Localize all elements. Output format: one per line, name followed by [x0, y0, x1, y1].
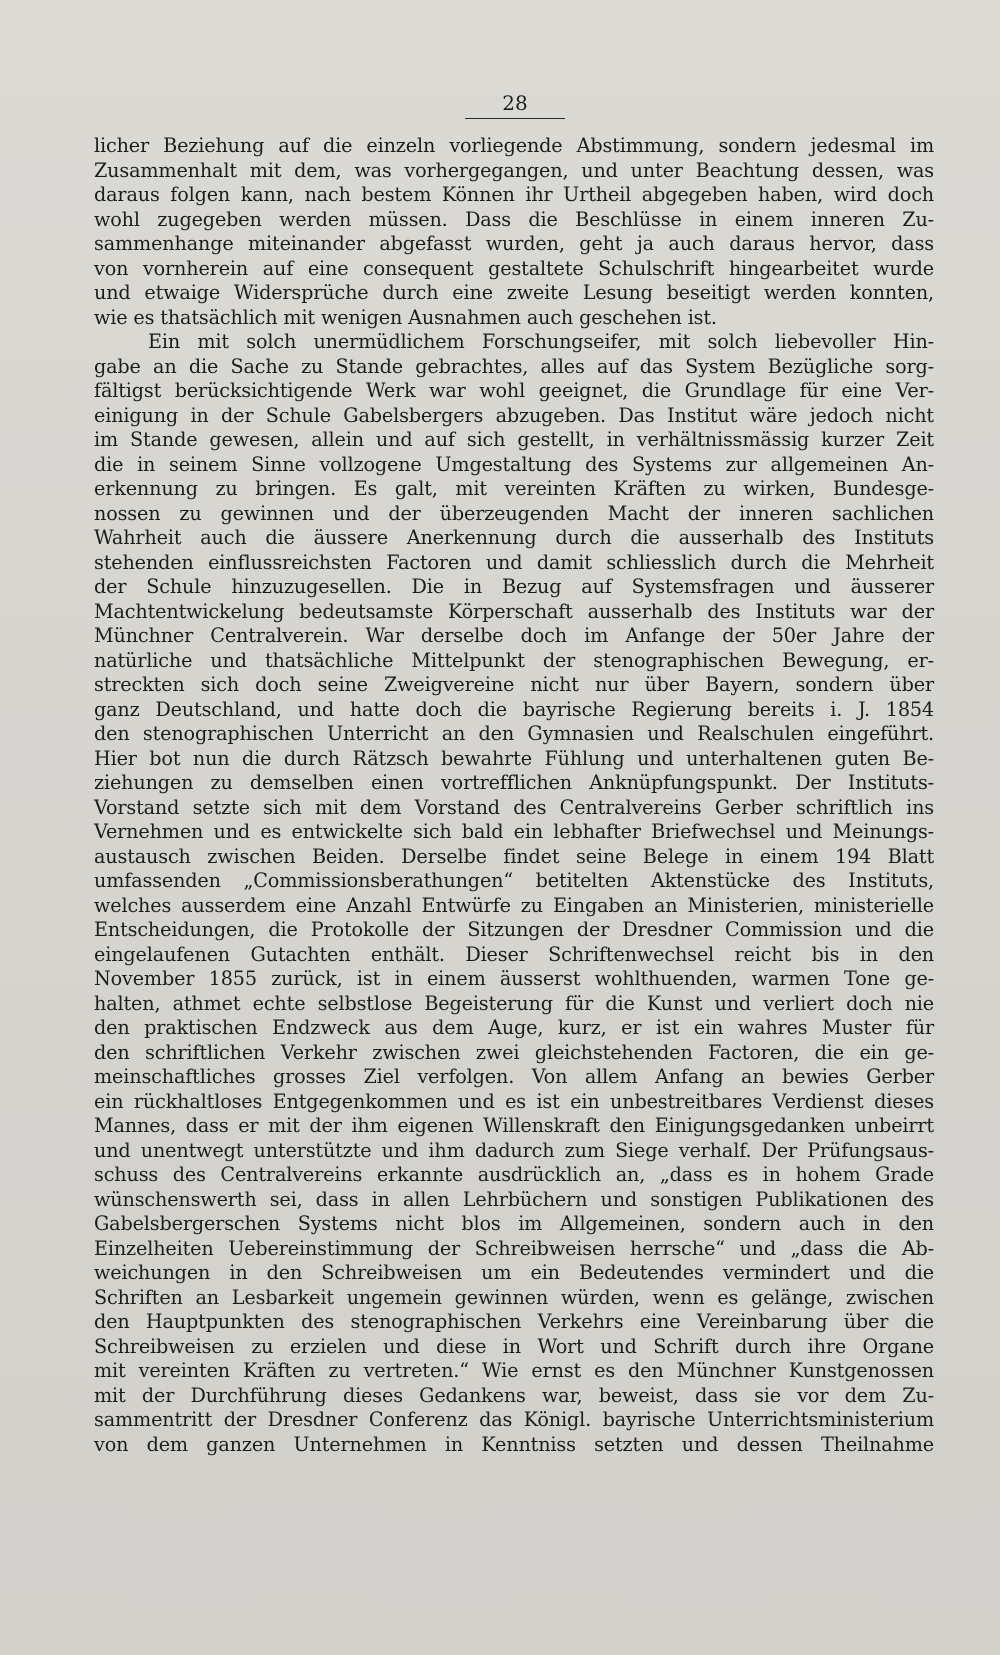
text-line: Machtentwickelung bedeutsamste Körperschaft ausserhalb des Instituts war der	[94, 599, 934, 623]
text-line: austausch zwischen Beiden. Derselbe findet seine Belege in einem 194 Blatt	[94, 844, 934, 868]
text-line: meinschaftliches grosses Ziel verfolgen. Von allem Anfang an bewies Gerber	[94, 1065, 934, 1088]
text-line: wohl zugegeben werden müssen. Dass die Beschlüsse in einem inneren Zu-	[94, 207, 934, 231]
text-line: einigung in der Schule Gabelsbergers abzugeben. Das Institut wäre jedoch nicht	[94, 403, 934, 427]
text-line: Gabelsbergerschen Systems nicht blos im Allgemeinen, sondern auch in den	[94, 1212, 934, 1235]
text-line: natürliche und thatsächliche Mittelpunkt der stenographischen Bewegung, er-	[94, 648, 934, 672]
text-line: Ein mit solch unermüdlichem Forschungseifer, mit solch liebevoller Hin-	[148, 330, 934, 353]
text-line: Entscheidungen, die Protokolle der Sitzungen der Dresdner Commission und die	[94, 918, 934, 941]
paragraph-1	[94, 134, 934, 330]
text-line: stehenden einflussreichsten Factoren und damit schliesslich durch die Mehrheit	[94, 550, 934, 574]
text-line: und unentwegt unterstützte und ihm dadurch zum Siege verhalf. Der Prüfungsaus-	[94, 1138, 934, 1162]
body-text	[94, 134, 934, 1457]
text-line: streckten sich doch seine Zweigvereine nicht nur über Bayern, sondern über	[94, 673, 934, 696]
text-line: den Hauptpunkten des stenographischen Verkehrs eine Vereinbarung über die	[94, 1310, 934, 1333]
text-line: Münchner Centralverein. War derselbe doch im Anfange der 50er Jahre der	[94, 624, 934, 647]
text-line: im Stande gewesen, allein und auf sich gestellt, in verhältnissmässig kurzer Zeit	[94, 428, 934, 451]
text-line: Wahrheit auch die äussere Anerkennung durch die ausserhalb des Instituts	[94, 526, 934, 549]
text-line: schuss des Centralvereins erkannte ausdrücklich an, „dass es in hohem Grade	[94, 1163, 934, 1186]
text-line: wie es thatsächlich mit wenigen Ausnahmen auch geschehen ist.	[94, 305, 717, 329]
text-line: den schriftlichen Verkehr zwischen zwei gleichstehenden Factoren, die ein ge-	[94, 1040, 934, 1064]
text-line: Mannes, dass er mit der ihm eigenen Willenskraft den Einigungsgedanken unbeirrt	[94, 1114, 934, 1137]
text-line: erkennung zu bringen. Es galt, mit vereinten Kräften zu wirken, Bundesge-	[94, 477, 934, 500]
text-line: ziehungen zu demselben einen vortrefflichen Anknüpfungspunkt. Der Instituts-	[94, 771, 934, 794]
text-line: daraus folgen kann, nach bestem Können ihr Urtheil abgegeben haben, wird doch	[94, 183, 934, 206]
text-line: mit vereinten Kräften zu vertreten.“ Wie ernst es den Münchner Kunstgenossen	[94, 1359, 934, 1382]
text-line: eingelaufenen Gutachten enthält. Dieser Schriftenwechsel reicht bis in den	[94, 942, 934, 966]
text-line: fältigst berücksichtigende Werk war wohl geeignet, die Grundlage für eine Ver-	[94, 379, 934, 402]
text-line: gabe an die Sache zu Stande gebrachtes, alles auf das System Bezügliche sorg-	[94, 354, 934, 378]
text-line: November 1855 zurück, ist in einem äusserst wohlthuenden, warmen Tone ge-	[94, 967, 934, 990]
text-line: Vernehmen und es entwickelte sich bald ein lebhafter Briefwechsel und Meinungs-	[94, 820, 934, 843]
text-line: ein rückhaltloses Entgegenkommen und es ist ein unbestreitbares Verdienst dieses	[94, 1089, 934, 1113]
text-line: Hier bot nun die durch Rätzsch bewahrte Fühlung und unterhaltenen guten Be-	[94, 746, 934, 770]
text-line: Vorstand setzte sich mit dem Vorstand des Centralvereins Gerber schriftlich ins	[94, 795, 934, 819]
text-line: wünschenswerth sei, dass in allen Lehrbüchern und sonstigen Publikationen des	[94, 1187, 934, 1211]
paragraph-2	[94, 330, 934, 1457]
text-line: Einzelheiten Uebereinstimmung der Schreibweisen herrsche“ und „dass die Ab-	[94, 1236, 934, 1260]
text-line: die in seinem Sinne vollzogene Umgestaltung des Systems zur allgemeinen An-	[94, 452, 934, 476]
text-line: der Schule hinzuzugesellen. Die in Bezug auf Systemsfragen und äusserer	[94, 575, 934, 598]
text-line: weichungen in den Schreibweisen um ein Bedeutendes vermindert und die	[94, 1261, 934, 1284]
page-number: 28	[465, 90, 565, 119]
text-line: sammenhange miteinander abgefasst wurden, geht ja auch daraus hervor, dass	[94, 232, 934, 255]
text-line: Schreibweisen zu erzielen und diese in Wort und Schrift durch ihre Organe	[94, 1334, 934, 1358]
text-line: Schriften an Lesbarkeit ungemein gewinnen würden, wenn es gelänge, zwischen	[94, 1285, 934, 1309]
text-line: licher Beziehung auf die einzeln vorliegende Abstimmung, sondern jedesmal im	[94, 134, 934, 157]
text-line: ganz Deutschland, und hatte doch die bayrische Regierung bereits i. J. 1854	[94, 697, 934, 721]
text-line: den stenographischen Unterricht an den Gymnasien und Realschulen eingeführt.	[94, 722, 934, 745]
text-line: halten, athmet echte selbstlose Begeisterung für die Kunst und verliert doch nie	[94, 991, 934, 1015]
text-line: und etwaige Widersprüche durch eine zweite Lesung beseitigt werden konnten,	[94, 281, 934, 304]
text-line: nossen zu gewinnen und der überzeugenden Macht der inneren sachlichen	[94, 501, 934, 525]
text-line: Zusammenhalt mit dem, was vorhergegangen, und unter Beachtung dessen, was	[94, 158, 934, 182]
text-line: den praktischen Endzweck aus dem Auge, kurz, er ist ein wahres Muster für	[94, 1016, 934, 1039]
text-line: mit der Durchführung dieses Gedankens war, beweist, dass sie vor dem Zu-	[94, 1383, 934, 1407]
text-line: umfassenden „Commissionsberathungen“ betitelten Aktenstücke des Instituts,	[94, 869, 934, 892]
text-line: von dem ganzen Unternehmen in Kenntniss setzten und dessen Theilnahme	[94, 1432, 934, 1456]
text-line: welches ausserdem eine Anzahl Entwürfe zu Eingaben an Ministerien, ministerielle	[94, 893, 934, 917]
text-line: von vornherein auf eine consequent gestaltete Schulschrift hingearbeitet wurde	[94, 256, 934, 280]
text-line: sammentritt der Dresdner Conferenz das Königl. bayrische Unterrichtsministerium	[94, 1408, 934, 1431]
